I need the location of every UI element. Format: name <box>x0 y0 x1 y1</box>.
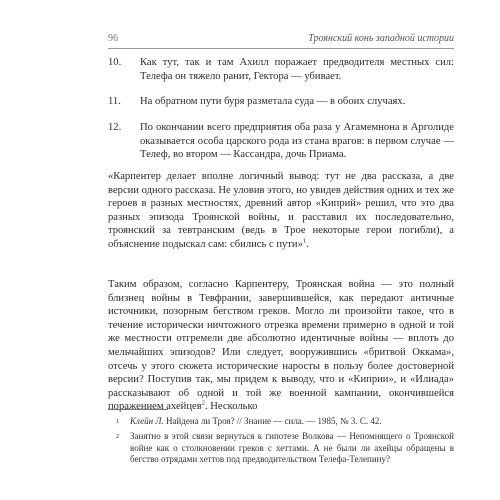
running-title: Троянский конь западной истории <box>308 33 454 44</box>
footnote-number: 1 <box>116 418 120 425</box>
list-item <box>108 95 454 109</box>
paragraph-text: Таким образом, согласно Карпентеру, Троянская война — это полный близнец войны в Тевфрании, завершившейся, как передают античные источники, позорным бегством греков. Могло ли произойти такое, что в течение исторически ничтожного отрезка времени примерно в одной и той же местности отгремели две абсолютно идентичные войны — вплоть до мельчайших эпизодов? Или следует, вооружившись «бритвой Оккама», отсечь у этого сюжета исторические наросты в пользу более достоверной версии? Поступив так, мы придем к выводу, что и «Киприи», и «Илиада» рассказывают об одной и той же военной кампании, окончившейся поражением ахейцев <box>108 279 454 413</box>
page-number: 96 <box>108 33 118 44</box>
list-item-text: По окончании всего предприятия оба раза у Агамемнона в Арголиде оказывается особа царского рода из стана врагов: в первом случае — Телеф, во втором — Кассандра, дочь Приама. <box>140 122 454 161</box>
list-item-text: На обратном пути буря разметала суда — в обоих случаях. <box>140 96 406 107</box>
list-item <box>108 56 454 83</box>
footnote-text: Занятно в этой связи вернуться к гипотезе Волкова — Непомнящего о Троянской войне как о столкновении греков с хеттами. А не были ли ахейцы обращены в бегство отрядами хеттов под предводительством Телефа-Телепину? <box>130 431 454 465</box>
list-item-number: 12. <box>108 122 122 133</box>
footnote-text: Найдена ли Троя? // Знание — сила. — 1985, № 3. С. 42. <box>163 416 382 426</box>
paragraph-tail: . Несколько <box>204 401 258 413</box>
footnote <box>108 416 454 428</box>
list-item-number: 11. <box>108 96 121 107</box>
body-paragraph <box>108 278 454 414</box>
header-divider <box>108 48 454 49</box>
list-item <box>108 121 454 162</box>
footnote-ref-2[interactable]: 2 <box>201 399 205 407</box>
list-item-text: Как тут, так и там Ахилл поражает предводителя местных сил: Телефа он тяжело ранит, Гектора — убивает. <box>140 57 454 82</box>
paragraph-text: «Карпентер делает вполне логичный вывод: тут не два рассказа, а две версии одного рассказа. Не уловив этого, но увидев действия одних и тех же героев в разных местностях, древний автор «Киприй» решил, что это два разных эпизода Троянской войны, и расставил их последовательно, троянский за тевтранским (ведь в Трое некоторые герои погибли), а объяснение подыскал сам: сбились с пути» <box>108 171 454 250</box>
list-item-number: 10. <box>108 57 122 68</box>
footnote-divider <box>108 409 168 410</box>
footnote-author: Клейн Л. <box>130 416 164 426</box>
footnote-ref-1[interactable]: 1 <box>302 237 307 245</box>
page-header <box>108 33 454 49</box>
quote-paragraph: «Карпентер делает вполне логичный вывод: тут не два рассказа, а две версии одного рассказа. Не уловив этого, но увидев действия одних и тех же героев в разных местностях, древний автор «Киприй» решил, что это два разных эпизода Троянской войны, и расставил их последовательно, троянский за тевтранским (ведь в Трое некоторые герои погибли), а объяснение подыскал сам: сбились с пути»$^1$. <box>108 171 454 250</box>
footnote <box>108 431 454 466</box>
footnote-number: 2 <box>116 433 120 440</box>
